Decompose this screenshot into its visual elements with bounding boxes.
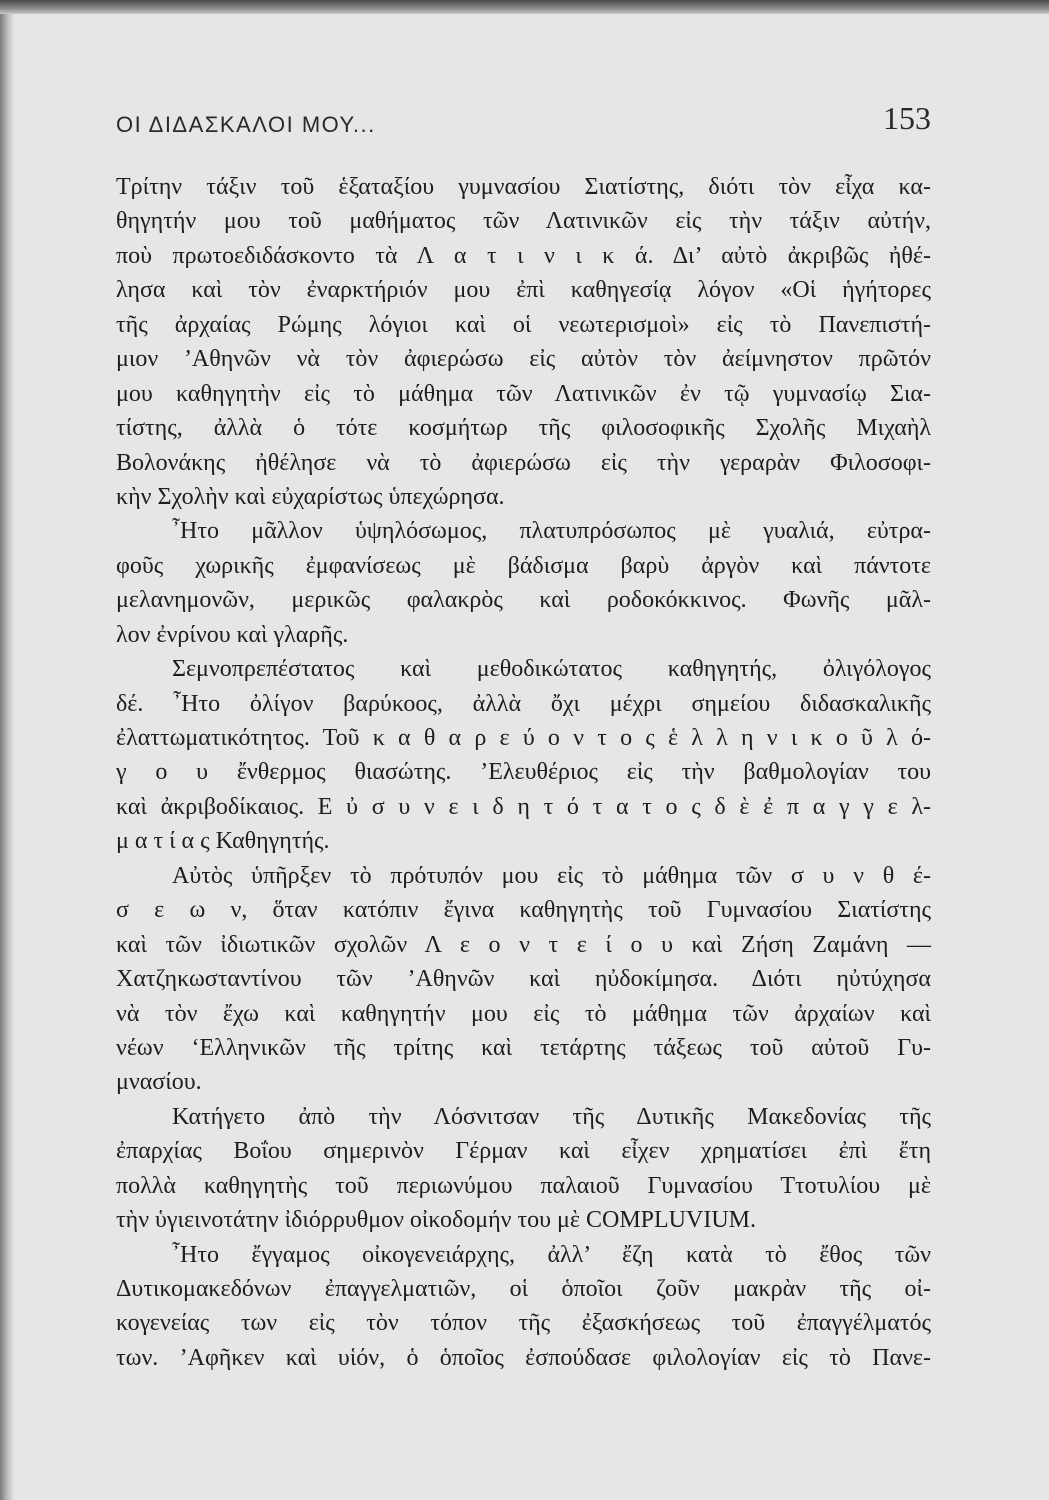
- text-line: καὶ ἀκριβοδίκαιος. Ε ὐ σ υ ν ε ι δ η τ ό τ α τ ο ς δ ὲ ἐ π α γ γ ε λ-: [116, 793, 931, 820]
- text-line: Βολονάκης ἠθέλησε νὰ τὸ ἀφιερώσω εἰς τὴν γεραρὰν Φιλοσοφι-: [116, 449, 931, 476]
- text-line: των. ’Αφῆκεν καὶ υἱόν, ὁ ὁποῖος ἐσπούδασε φιλολογίαν εἰς τὸ Πανε-: [116, 1344, 931, 1371]
- text-line: ποὺ πρωτοεδιδάσκοντο τὰ Λ α τ ι ν ι κ ά. Δι’ αὐτὸ ἀκριβῶς ἠθέ-: [116, 242, 931, 269]
- text-line: καὶ τῶν ἰδιωτικῶν σχολῶν Λ ε ο ν τ ε ί ο υ καὶ Ζήση Ζαμάνη —: [116, 931, 931, 958]
- text-line: μιον ’Αθηνῶν νὰ τὸν ἀφιερώσω εἰς αὐτὸν τὸν ἀείμνηστον πρῶτόν: [116, 346, 931, 373]
- text-line: ἐλαττωματικότητος. Τοῦ κ α θ α ρ ε ύ ο ν τ ο ς ἑ λ λ η ν ι κ ο ῦ λ ό-: [116, 725, 931, 751]
- text-line: μνασίου.: [116, 1069, 202, 1096]
- text-line: Δυτικομακεδόνων ἐπαγγελματιῶν, οἱ ὁποῖοι ζοῦν μακρὰν τῆς οἰ-: [116, 1276, 931, 1302]
- text-line: θηγητήν μου τοῦ μαθήματος τῶν Λατινικῶν εἰς τὴν τάξιν αὐτήν,: [116, 208, 931, 235]
- text-line: Χατζηκωσταντίνου τῶν ’Αθηνῶν καὶ ηὐδοκίμησα. Διότι ηὐτύχησα: [116, 966, 931, 993]
- page-number: 153: [883, 100, 931, 136]
- text-line: τῆς ἀρχαίας Ρώμης λόγιοι καὶ οἱ νεωτερισμοὶ» εἰς τὸ Πανεπιστή-: [116, 311, 931, 338]
- text-line: κογενείας των εἰς τὸν τόπον τῆς ἐξασκήσεως τοῦ ἐπαγγέλματός: [116, 1310, 931, 1337]
- text-line: δέ. ῏Ητο ὀλίγον βαρύκοος, ἀλλὰ ὄχι μέχρι σημείου διδασκαλικῆς: [116, 690, 931, 717]
- text-line: ἐπαρχίας Βοΐου σημερινὸν Γέρμαν καὶ εἶχεν χρηματίσει ἐπὶ ἔτη: [116, 1138, 931, 1165]
- text-line: λον ἐνρίνου καὶ γλαρῆς.: [116, 621, 349, 648]
- text-line: ῏Ητο ἔγγαμος οἰκογενειάρχης, ἀλλ’ ἔζη κατὰ τὸ ἔθος τῶν: [172, 1241, 931, 1268]
- text-line: νέων ‘Ελληνικῶν τῆς τρίτης καὶ τετάρτης τάξεως τοῦ αὐτοῦ Γυ-: [116, 1034, 931, 1061]
- text-line: σ ε ω ν, ὅταν κατόπιν ἔγινα καθηγητὴς τοῦ Γυμνασίου Σιατίστης: [116, 897, 931, 924]
- text-line: μελανημονῶν, μερικῶς φαλακρὸς καὶ ροδοκόκκινος. Φωνῆς μᾶλ-: [116, 587, 931, 614]
- text-line: τὴν ὑγιεινοτάτην ἰδιόρρυθμον οἰκοδομήν του μὲ COMPLUVIUM.: [116, 1207, 757, 1234]
- text-line: νὰ τὸν ἔχω καὶ καθηγητήν μου εἰς τὸ μάθημα τῶν ἀρχαίων καὶ: [116, 1000, 931, 1027]
- text-line: γ ο υ ἔνθερμος θιασώτης. ’Ελευθέριος εἰς τὴν βαθμολογίαν του: [116, 759, 931, 786]
- text-line: Σεμνοπρεπέστατος καὶ μεθοδικώτατος καθηγητής, ὀλιγόλογος: [172, 656, 931, 683]
- text-line: Αὐτὸς ὑπῆρξεν τὸ πρότυπόν μου εἰς τὸ μάθημα τῶν σ υ ν θ έ-: [172, 862, 931, 889]
- text-line: πολλὰ καθηγητὴς τοῦ περιωνύμου παλαιοῦ Γυμνασίου Ττοτυλίου μὲ: [116, 1172, 931, 1199]
- text-line: Τρίτην τάξιν τοῦ ἑξαταξίου γυμνασίου Σιατίστης, διότι τὸν εἶχα κα-: [116, 174, 931, 200]
- text-line: μ α τ ί α ς Καθηγητής.: [116, 828, 330, 855]
- page-top-edge-shadow: [0, 0, 1049, 14]
- text-line: μου καθηγητὴν εἰς τὸ μάθημα τῶν Λατινικῶν ἐν τῷ γυμνασίῳ Σια-: [116, 380, 931, 407]
- text-line: τίστης, ἀλλὰ ὁ τότε κοσμήτωρ τῆς φιλοσοφικῆς Σχολῆς Μιχαὴλ: [116, 415, 931, 442]
- text-line: ῏Ητο μᾶλλον ὑψηλόσωμος, πλατυπρόσωπος μὲ γυαλιά, εὐτρα-: [172, 518, 931, 545]
- text-line: λησα καὶ τὸν ἐναρκτήριόν μου ἐπὶ καθηγεσίᾳ λόγον «Οἱ ἡγήτορες: [116, 277, 931, 304]
- text-line: κὴν Σχολὴν καὶ εὐχαρίστως ὑπεχώρησα.: [116, 483, 505, 510]
- text-line: φοῦς χωρικῆς ἐμφανίσεως μὲ βάδισμα βαρὺ ἀργὸν καὶ πάντοτε: [116, 552, 931, 579]
- page-header: [116, 100, 931, 140]
- text-line: Κατήγετο ἀπὸ τὴν Λόσνιτσαν τῆς Δυτικῆς Μακεδονίας τῆς: [172, 1103, 931, 1130]
- page-binding-shadow: [0, 14, 14, 1500]
- body-text: [116, 170, 931, 1375]
- running-head: ΟΙ ΔΙΔΑΣΚΑΛΟΙ ΜΟΥ...: [116, 112, 376, 137]
